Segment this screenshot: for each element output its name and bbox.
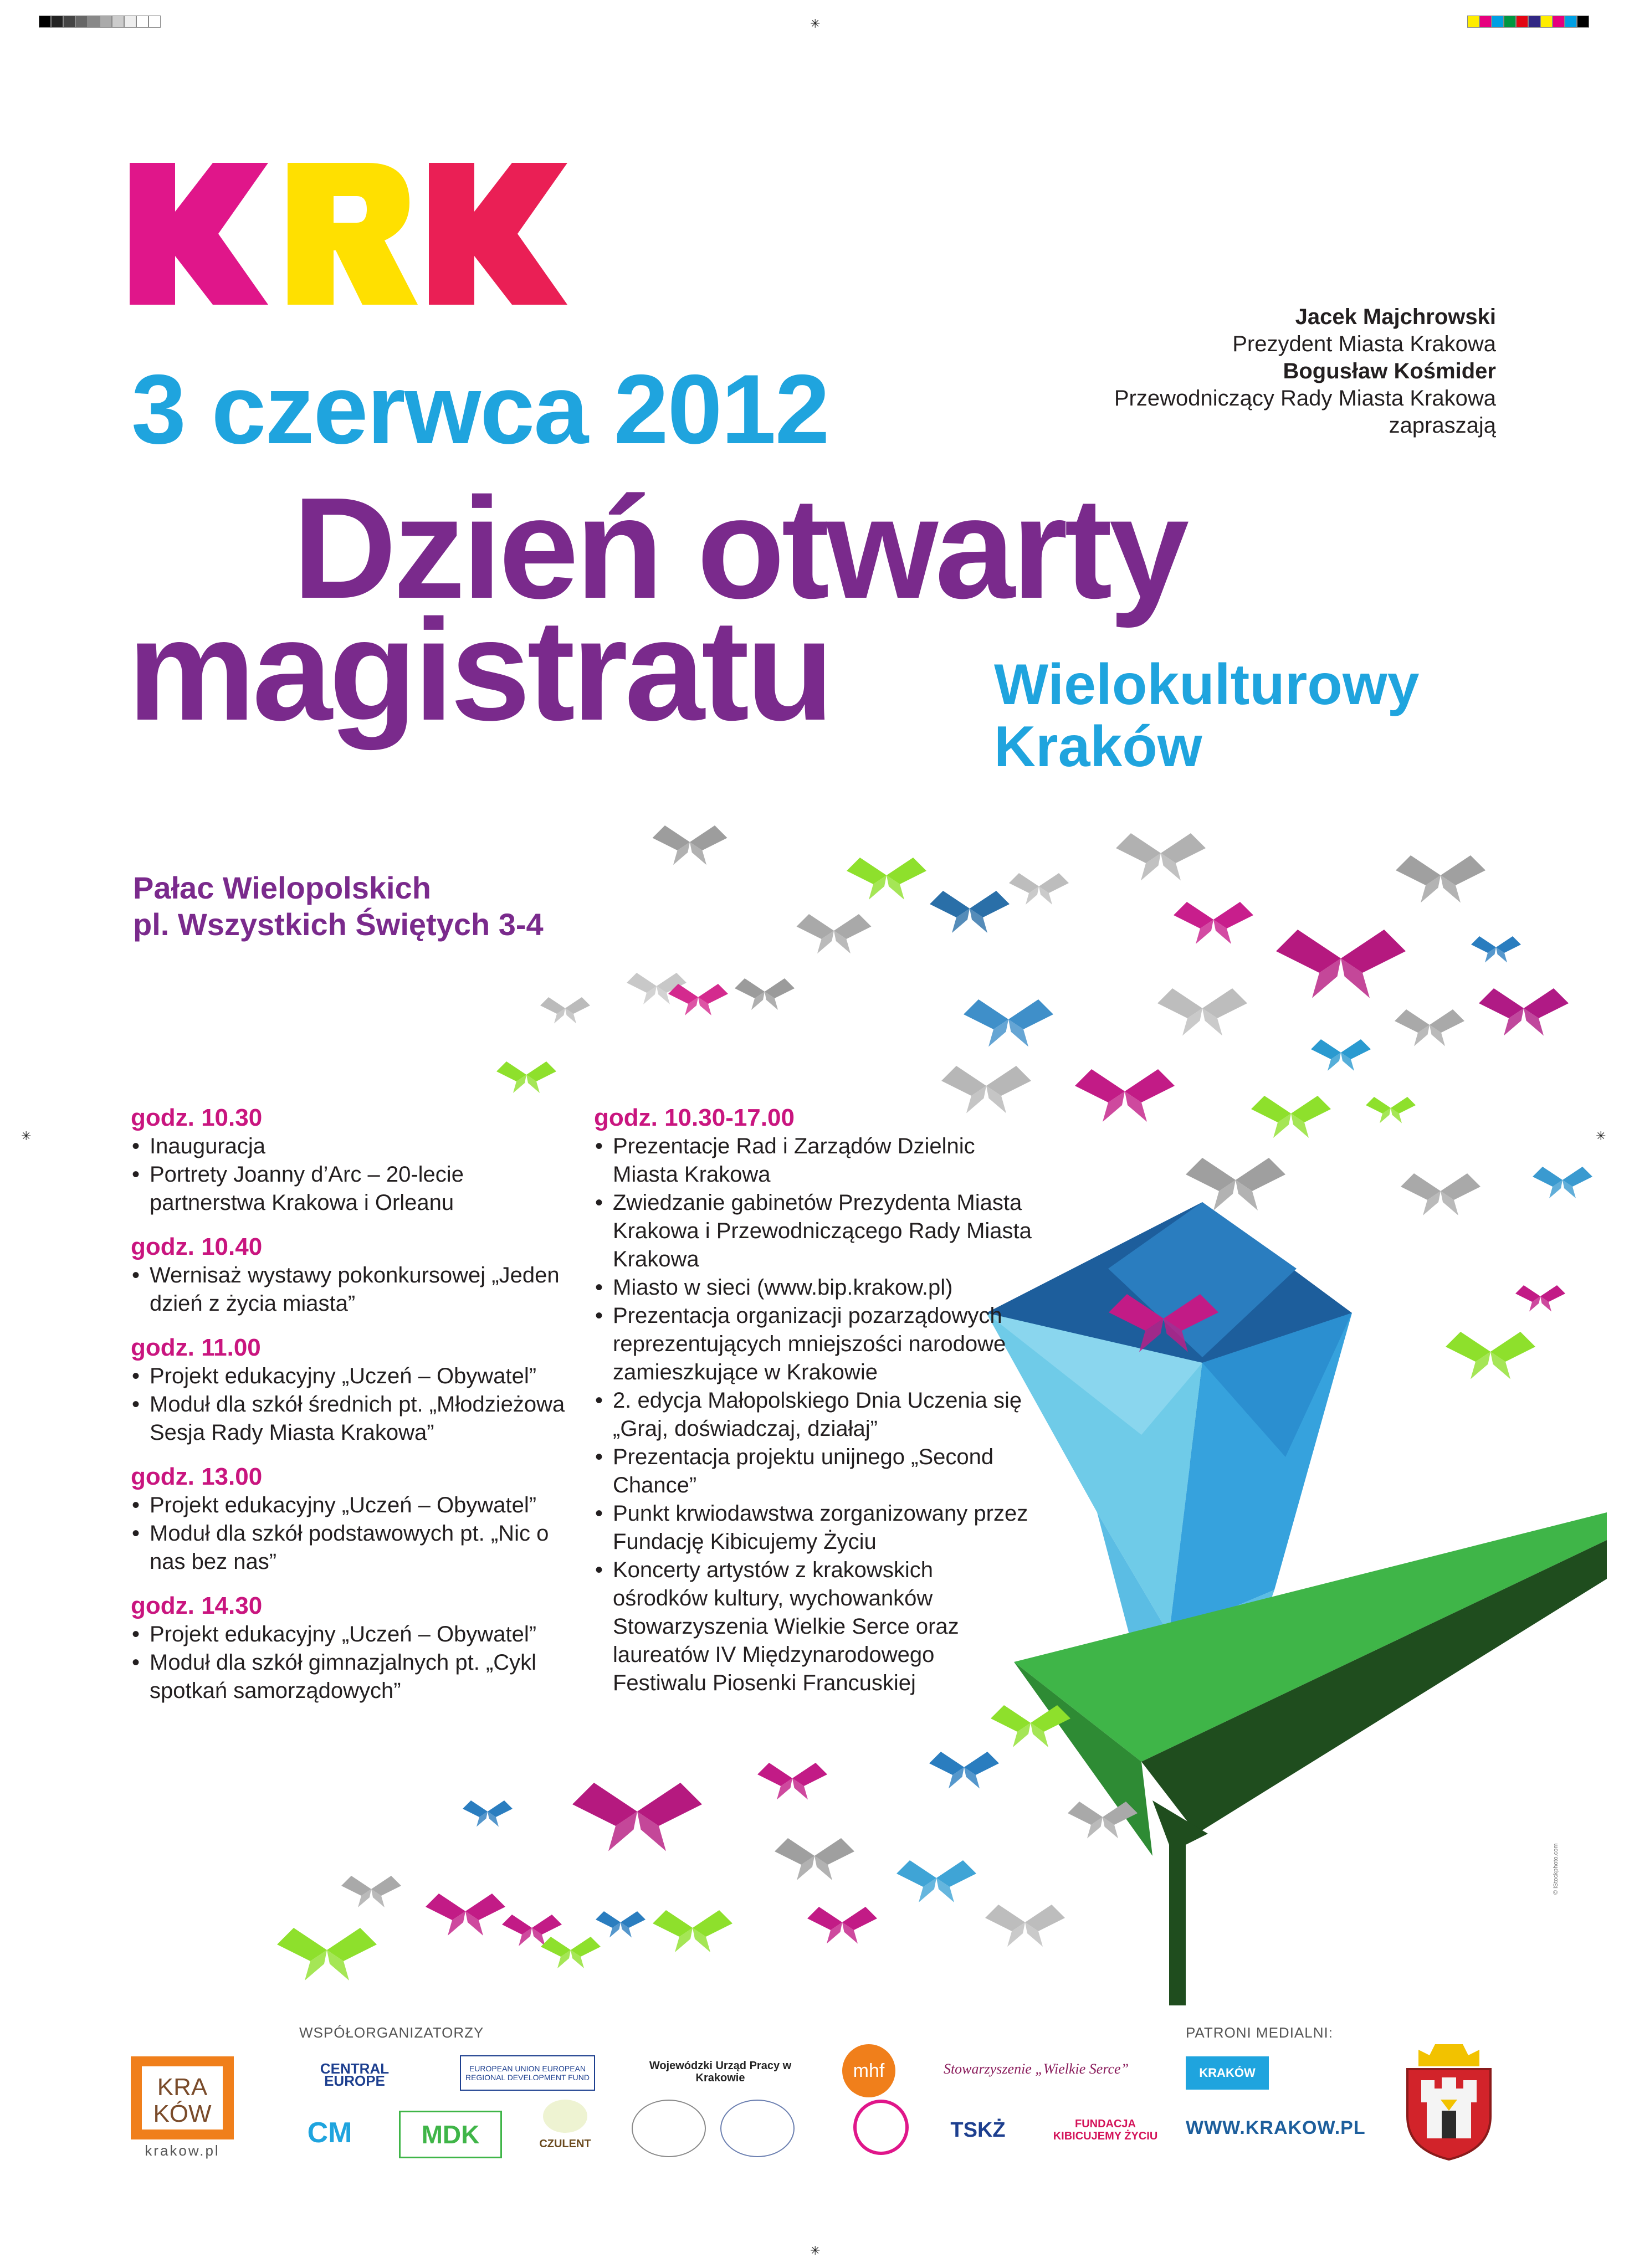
partner-logo-central-europe: CENTRAL EUROPE — [320, 2060, 390, 2089]
partner-logo-mdk: MDK — [399, 2111, 502, 2158]
partner-logo-wielkie-serce: Stowarzyszenie „Wielkie Serce” — [943, 2061, 1129, 2077]
color-calibration-strip — [1467, 16, 1589, 28]
svg-text:KRA: KRA — [157, 2074, 208, 2101]
schedule-item: • Moduł dla szkół podstawowych pt. „Nic o nas bez nas” — [131, 1520, 585, 1576]
title-line-1: Dzień otwarty — [293, 468, 1186, 629]
schedule-item: • Moduł dla szkół gimnazjalnych pt. „Cykl spotkań samorządowych” — [131, 1649, 585, 1705]
partner-logo-pf — [720, 2100, 795, 2157]
schedule-item: • Projekt edukacyjny „Uczeń – Obywatel” — [131, 1362, 585, 1390]
registration-mark: ✳ — [1596, 1129, 1606, 1143]
host-name-2: Bogusław Kośmider — [1283, 359, 1496, 383]
schedule-left — [131, 1104, 585, 1721]
schedule-item: • Projekt edukacyjny „Uczeń – Obywatel” — [131, 1491, 585, 1520]
schedule-item: • Koncerty artystów z krakowskich ośrodków kultury, wychowanków Stowarzyszenia Wielkie Serce oraz laureatów IV Międzynarodowego Festiwalu Piosenki Francuskiej — [594, 1556, 1032, 1697]
hosts-block — [1114, 304, 1496, 439]
schedule-item: • Inauguracja — [131, 1132, 585, 1161]
host-role-1: Prezydent Miasta Krakowa — [1232, 332, 1496, 356]
schedule-list — [131, 1362, 585, 1447]
schedule-time: godz. 11.00 — [131, 1334, 261, 1361]
host-name-1: Jacek Majchrowski — [1295, 305, 1496, 329]
partner-logo-czulent: CZULENT — [539, 2138, 591, 2150]
schedule-time: godz. 10.30-17.00 — [594, 1104, 795, 1131]
krakow-city-logo — [131, 2056, 234, 2162]
krakow-coat-of-arms — [1402, 2044, 1496, 2161]
schedule-item: • Punkt krwiodawstwa zorganizowany przez Fundację Kibicujemy Życiu — [594, 1500, 1032, 1556]
venue-line-2: pl. Wszystkich Świętych 3-4 — [133, 907, 544, 942]
schedule-time: godz. 13.00 — [131, 1463, 263, 1490]
invite-text: zapraszają — [1389, 413, 1496, 438]
subtitle-line-1: Wielokulturowy — [994, 653, 1420, 717]
krakow-logo-mark — [131, 2056, 234, 2139]
partner-logo-wup: Wojewódzki Urząd Pracy w Krakowie — [649, 2060, 792, 2084]
registration-mark: ✳ — [21, 1129, 32, 1143]
krk-logo — [130, 163, 590, 305]
schedule-time: godz. 14.30 — [131, 1592, 263, 1619]
media-logo-krakow: KRAKÓW — [1186, 2056, 1269, 2090]
schedule-list — [131, 1491, 585, 1576]
partner-logo-round-1 — [632, 2100, 706, 2157]
media-url[interactable]: WWW.KRAKOW.PL — [1186, 2117, 1366, 2138]
schedule-item: • Prezentacja organizacji pozarządowych reprezentujących mniejszości narodowe zamieszkujące w Krakowie — [594, 1302, 1032, 1387]
schedule-right — [594, 1104, 1032, 1713]
schedule-list — [131, 1620, 585, 1705]
schedule-item: • Portrety Joanny d’Arc – 20-lecie partnerstwa Krakowa i Orleanu — [131, 1161, 585, 1217]
schedule-list — [131, 1132, 585, 1217]
schedule-item: • 2. edycja Małopolskiego Dnia Uczenia się „Graj, doświadczaj, działaj” — [594, 1387, 1032, 1443]
krakow-logo-url: krakow.pl — [145, 2142, 220, 2159]
schedule-item: • Moduł dla szkół średnich pt. „Młodzieżowa Sesja Rady Miasta Krakowa” — [131, 1390, 585, 1447]
partner-logo-mhf: mhf — [842, 2044, 895, 2097]
registration-mark: ✳ — [810, 2244, 821, 2257]
schedule-list — [594, 1132, 1032, 1697]
image-credit: © iStockphoto.com — [1553, 1843, 1559, 1895]
schedule-item: • Wernisaż wystawy pokonkursowej „Jeden dzień z życia miasta” — [131, 1261, 585, 1318]
title-line-2: magistratu — [127, 590, 831, 751]
partner-logo-eu-fund: EUROPEAN UNION EUROPEAN REGIONAL DEVELOPMENT FUND — [460, 2055, 595, 2091]
subtitle — [994, 654, 1420, 778]
schedule-time: godz. 10.30 — [131, 1104, 263, 1131]
event-date: 3 czerwca 2012 — [131, 354, 829, 464]
schedule-list — [131, 1261, 585, 1318]
svg-text:KÓW: KÓW — [153, 2100, 212, 2127]
partner-logo-czulent-mark — [543, 2100, 587, 2133]
partner-logo-cm: CM — [307, 2117, 352, 2149]
media-patrons-label: PATRONI MEDIALNI: — [1186, 2024, 1333, 2041]
schedule-item: • Projekt edukacyjny „Uczeń – Obywatel” — [131, 1620, 585, 1649]
schedule-time: godz. 10.40 — [131, 1233, 263, 1260]
grayscale-calibration-strip — [39, 16, 161, 28]
partner-logo-kibicujemy-zyciu: FUNDACJA KIBICUJEMY ŻYCIU — [1053, 2118, 1158, 2142]
venue-line-1: Pałac Wielopolskich — [133, 870, 431, 905]
schedule-item: • Prezentacje Rad i Zarządów Dzielnic Miasta Krakowa — [594, 1132, 1032, 1189]
host-role-2: Przewodniczący Rady Miasta Krakowa — [1114, 386, 1496, 411]
partner-logo-tskz: TSKŻ — [950, 2118, 1006, 2142]
coorganizers-label: WSPÓŁORGANIZATORZY — [299, 2024, 484, 2041]
subtitle-line-2: Kraków — [994, 715, 1202, 779]
schedule-item: • Miasto w sieci (www.bip.krakow.pl) — [594, 1274, 1032, 1302]
schedule-item: • Prezentacja projektu unijnego „Second Chance” — [594, 1443, 1032, 1500]
schedule-item: • Zwiedzanie gabinetów Prezydenta Miasta Krakowa i Przewodniczącego Rady Miasta Krakowa — [594, 1189, 1032, 1274]
registration-mark: ✳ — [810, 17, 821, 30]
partner-logo-round-2 — [853, 2100, 909, 2155]
